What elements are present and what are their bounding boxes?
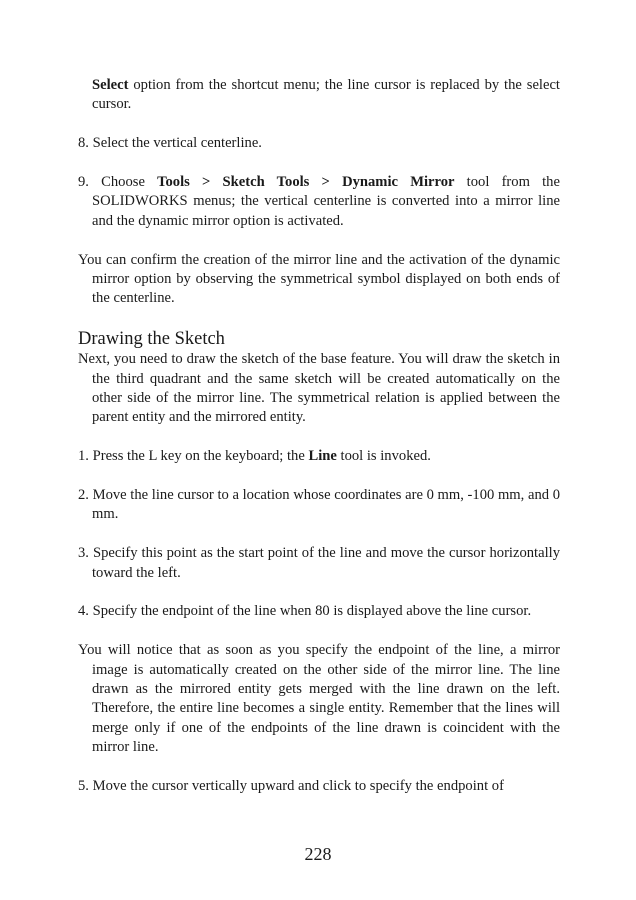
paragraph-text: 5. Move the cursor vertically upward and click to specify the endpoint of <box>78 778 504 795</box>
paragraph-text: 8. Select the vertical centerline. <box>78 135 262 152</box>
section-heading: Drawing the Sketch <box>78 329 225 350</box>
step-4 <box>78 602 560 621</box>
paragraph-notice <box>78 641 560 757</box>
paragraph-intro <box>78 350 560 428</box>
bold-tools: Tools <box>157 174 190 190</box>
paragraph-text: Next, you need to draw the sketch of the base feature. You will draw the sketch in the third quadrant and the same sketch will be created automatically on the other side of the mirror line. The symmetrical relation is applied between the parent entity and the mirrored entity. <box>78 351 560 426</box>
paragraph-confirm <box>78 251 560 309</box>
paragraph-text: 1. Press the L key on the keyboard; the <box>78 448 309 465</box>
bold-line: Line <box>308 448 337 465</box>
menu-separator: > <box>189 174 223 190</box>
page-body <box>78 76 560 816</box>
paragraph-text: 4. Specify the endpoint of the line when 80 is displayed above the line cursor. <box>78 603 532 620</box>
page-number: 228 <box>304 844 332 864</box>
paragraph-text: 9. Choose <box>78 174 158 190</box>
paragraph-text: 3. Specify this point as the start point of the line and move the cursor horizontally toward the left. <box>78 545 560 581</box>
bold-select: Select <box>92 77 129 93</box>
paragraph-select-option <box>78 76 560 115</box>
paragraph-text: You will notice that as soon as you specify the endpoint of the line, a mirror image is automatically created on the other side of the mirror line. The line drawn as the mirrored entity gets merged with the line drawn on the left. Therefore, the entire line becomes a single entity. Remember that the lines will merge only if one of the endpoints of the line drawn is coincident with the mirror line. <box>78 642 560 756</box>
step-3 <box>78 544 560 583</box>
menu-separator: > <box>309 174 343 190</box>
bold-sketch-tools: Sketch Tools <box>222 174 310 190</box>
paragraph-text: 2. Move the line cursor to a location whose coordinates are 0 mm, -100 mm, and 0 mm. <box>78 487 560 523</box>
bold-dynamic-mirror: Dynamic Mirror <box>342 174 455 190</box>
step-1 <box>78 447 560 466</box>
step-9 <box>78 173 560 231</box>
paragraph-text: You can confirm the creation of the mirror line and the activation of the dynamic mirror option by observing the symmetrical symbol displayed on both ends of the centerline. <box>78 251 560 307</box>
step-5 <box>78 777 560 796</box>
paragraph-text: tool from the SOLIDWORKS menus; the vertical centerline is converted into a mirror line and the dynamic mirror option is activated. <box>92 174 560 229</box>
paragraph-text: option from the shortcut menu; the line cursor is replaced by the select cursor. <box>92 77 560 113</box>
step-8 <box>78 134 560 153</box>
step-2 <box>78 486 560 525</box>
paragraph-text: tool is invoked. <box>336 448 431 465</box>
